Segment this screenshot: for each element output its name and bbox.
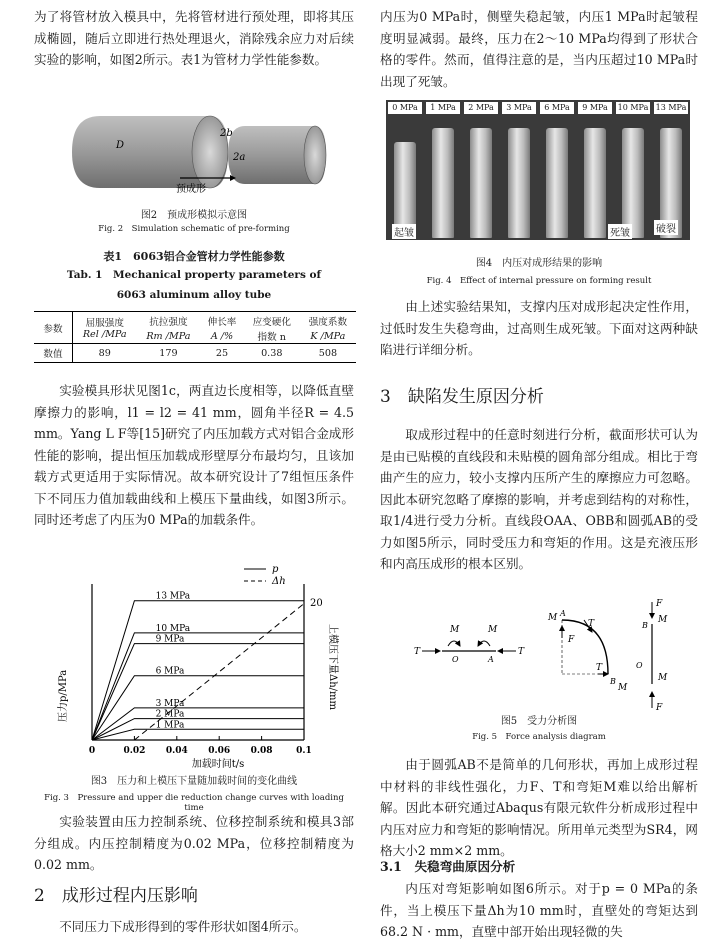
series-line — [92, 601, 304, 740]
section-3-title: 3 缺陷发生原因分析 — [380, 387, 544, 407]
table1-col-unit: 指数 n — [257, 332, 286, 343]
fig5-caption-cn: 图5 受力分析图 — [500, 716, 578, 727]
table1-param-header: 参数 — [34, 312, 73, 344]
formed-tube-part — [622, 128, 644, 238]
fig4-caption-cn: 图4 内压对成形结果的影响 — [475, 258, 603, 269]
svg-text:T: T — [596, 663, 603, 673]
svg-text:M: M — [488, 625, 498, 635]
pressure-label: 13 MPa — [655, 103, 687, 112]
label-wrinkle: 起皱 — [392, 224, 416, 239]
right-top-paragraph: 内压为0 MPa时，侧壁失稳起皱，内压1 MPa时起皱程度明显减弱。最终，压力在2～10 MPa均得到了形状合格的零件。然而，值得注意的是，当内压超过10 MPa时出现了死皱。 — [380, 9, 698, 89]
label-crack: 破裂 — [654, 220, 678, 235]
fig4-parts-row — [386, 118, 690, 238]
fig2-caption-en: Fig. 2 Simulation schematic of pre-forming — [98, 224, 290, 234]
svg-text:F: F — [656, 703, 663, 712]
intro-paragraph: 为了将管材放入模具中，先将管材进行预处理，即将其压成椭圆，随后立即进行热处理退火，消除残余应力对后续实验的影响，如图2所示。表1为管材力学性能参数。 — [34, 9, 354, 67]
label-dead-wrinkle: 死皱 — [608, 224, 632, 239]
table1-value: 508 — [318, 347, 338, 359]
table1-col-unit: A /% — [210, 330, 234, 342]
table1-col-name: 应变硬化 — [252, 316, 291, 328]
right-mid-paragraph: 由上述实验结果知，支撑内压对成形起决定性作用，过低时发生失稳弯曲，过高则生成死皱。下面对这两种缺陷进行详细分析。 — [380, 299, 698, 357]
x-axis-label: 加载时间t/s — [191, 759, 245, 770]
pressure-label: 0 MPa — [388, 102, 422, 114]
figure-4-photo — [386, 100, 690, 240]
svg-text:A: A — [560, 609, 566, 618]
svg-text:O: O — [452, 655, 459, 664]
table1-col-unit: Rm /MPa — [146, 330, 191, 342]
chart-labels-group — [89, 592, 312, 756]
pressure-label: 9 MPa — [578, 102, 612, 114]
series-label: 10 MPa — [155, 623, 191, 634]
svg-text:F: F — [656, 599, 663, 609]
table1-title-cn: 表1 6063铝合金管材力学性能参数 — [103, 250, 285, 263]
subsection-3-1-paragraph: 内压对弯矩影响如图6所示。对于p = 0 MPa的条件，当上模压下量Δh为10 mm时，直壁处的弯矩达到68.2 N · mm，直壁中部开始出现轻微的失 — [380, 881, 698, 939]
figure-5-force-diagram — [412, 596, 692, 712]
table1-value: 0.38 — [261, 347, 283, 359]
fig5-caption-en: Fig. 5 Force analysis diagram — [472, 732, 606, 742]
svg-text:M: M — [658, 615, 668, 625]
series-label: 9 MPa — [155, 634, 185, 645]
table1-properties — [34, 311, 356, 363]
svg-text:T: T — [588, 619, 595, 629]
round-tube-end — [192, 116, 228, 188]
table1-value: 25 — [215, 347, 229, 359]
series-label: 2 MPa — [155, 709, 185, 720]
formed-tube-part — [546, 128, 568, 238]
formed-tube-part — [508, 128, 530, 238]
label-2a: 2a — [233, 152, 246, 163]
x-tick-label: 0.02 — [123, 746, 146, 756]
subsection-3-1-title: 3.1 失稳弯曲原因分析 — [380, 859, 516, 874]
label-D: D — [116, 140, 125, 151]
pressure-label: 10 MPa — [617, 103, 649, 112]
pressure-label: 1 MPa — [426, 102, 460, 114]
svg-text:T: T — [518, 647, 525, 657]
table1-value-header: 数值 — [34, 344, 73, 363]
svg-text:B: B — [610, 677, 616, 686]
svg-text:A: A — [488, 655, 494, 664]
svg-text:F: F — [568, 635, 575, 645]
label-2b: 2b — [220, 128, 233, 139]
svg-text:T: T — [414, 647, 421, 657]
table1-value: 89 — [98, 347, 111, 359]
x-tick-label: 0.04 — [165, 746, 188, 756]
y-axis-label: 压力p/MPa — [58, 669, 69, 722]
formed-tube-part — [584, 128, 606, 238]
x-tick-label: 0.06 — [208, 746, 231, 756]
svg-text:M: M — [450, 625, 460, 635]
svg-text:M: M — [548, 613, 558, 623]
fig4-caption-en: Fig. 4 Effect of internal pressure on forming result — [426, 276, 652, 286]
right-axis-tick-20: 20 — [310, 598, 323, 609]
x-tick-label: 0.08 — [250, 746, 273, 756]
moment-right — [478, 641, 490, 646]
section-2-paragraph: 不同压力下成形得到的零件形状如图4所示。 — [59, 919, 307, 934]
fig3-caption-en: Fig. 3 Pressure and upper die reduction change curves with loading time — [44, 793, 344, 813]
formed-tube-part — [470, 128, 492, 238]
table1-col-name: 伸长率 — [207, 316, 237, 328]
formed-tube-part — [432, 128, 454, 238]
figure-3-chart — [34, 560, 364, 780]
chart-series-group — [92, 601, 304, 740]
x-tick-label: 0.1 — [296, 746, 312, 756]
chart-axes — [92, 584, 304, 740]
figure-2-preform-schematic — [60, 108, 340, 198]
table1-col-name: 抗拉强度 — [149, 316, 188, 328]
oval-tube-end — [304, 126, 326, 184]
label-preform: 预成形 — [176, 184, 206, 195]
series-line — [92, 729, 304, 740]
pressure-label: 6 MPa — [540, 102, 574, 114]
moment-left — [448, 641, 460, 646]
pressure-label: 3 MPa — [502, 102, 536, 114]
series-label: 6 MPa — [155, 666, 185, 677]
legend-p-label: p — [272, 564, 279, 575]
table1-col-name: 屈服强度 — [85, 318, 124, 329]
table1-title-en-1: Tab. 1 Mechanical property parameters of — [66, 269, 322, 281]
svg-text:O: O — [636, 661, 643, 670]
svg-text:B: B — [642, 621, 648, 630]
x-tick-label: 0 — [88, 746, 96, 756]
fig3-caption-cn: 图3 压力和上模压下量随加载时间的变化曲线 — [90, 776, 298, 787]
mold-paragraph: 实验模具形状见图1c，两直边长度相等，以降低直壁摩擦力的影响，l1 = l2 = 41 mm，圆角半径R = 4.5 mm。Yang L F等[15]研究了内压加载方式对铝合金成形性能的影响，提出恒压加载成形壁厚分布最均匀，且该加载方式更适用于实际情况。故本研究设计了7组恒压条件下不同压力值加载曲线和上模压下量曲线，如图3所示。同时还考虑了内压为0 MPa的加载条件。 — [34, 383, 354, 527]
svg-text:M: M — [658, 673, 668, 683]
device-paragraph: 实验装置由压力控制系统、位移控制系统和模具3部分组成。内压控制精度为0.02 MPa，位移控制精度为0.02 mm。 — [34, 814, 354, 872]
table1-title-en-2: 6063 aluminum alloy tube — [116, 289, 272, 301]
y2-axis-label: 上模压下量Δh/mm — [327, 624, 338, 710]
series-label: 13 MPa — [155, 591, 191, 602]
table1-col-unit: Rel /MPa — [82, 329, 127, 340]
section-2-title: 2 成形过程内压影响 — [34, 886, 198, 906]
section-3-paragraph: 取成形过程中的任意时刻进行分析，截面形状可认为是由已贴模的直线段和未贴模的圆角部分组成。相比于弯曲产生的应力，较小支撑内压所产生的摩擦应力可忽略。因此本研究忽略了摩擦的影响，并考虑到结构的对称性，取1/4进行受力分析。直线段OAA、OBB和圆弧AB的受力如图5所示，同时受压力和弯矩的作用。这是充液压形和内高压成形的根本区别。 — [380, 427, 698, 571]
series-label: 3 MPa — [155, 698, 185, 709]
fig2-caption-cn: 图2 预成形模拟示意图 — [140, 210, 248, 221]
fig4-pressure-labels — [386, 102, 690, 116]
fem-paragraph: 由于圆弧AB不是简单的几何形状，再加上成形过程中材料的非线性强化，力F、T和弯矩M难以给出解析解。因此本研究通过Abaqus有限元软件分析成形过程中内压对应力和弯矩的影响情况。所用单元类型为SR4，网格大小2 mm×2 mm。 — [380, 757, 698, 858]
table1-col-unit: K /MPa — [310, 330, 346, 342]
legend-dh-label: Δh — [272, 576, 286, 587]
series-label: 1 MPa — [155, 720, 185, 731]
pressure-label: 2 MPa — [464, 102, 498, 114]
table1-col-name: 强度系数 — [308, 316, 348, 328]
table1-value: 179 — [159, 347, 178, 359]
svg-text:M: M — [618, 683, 628, 693]
